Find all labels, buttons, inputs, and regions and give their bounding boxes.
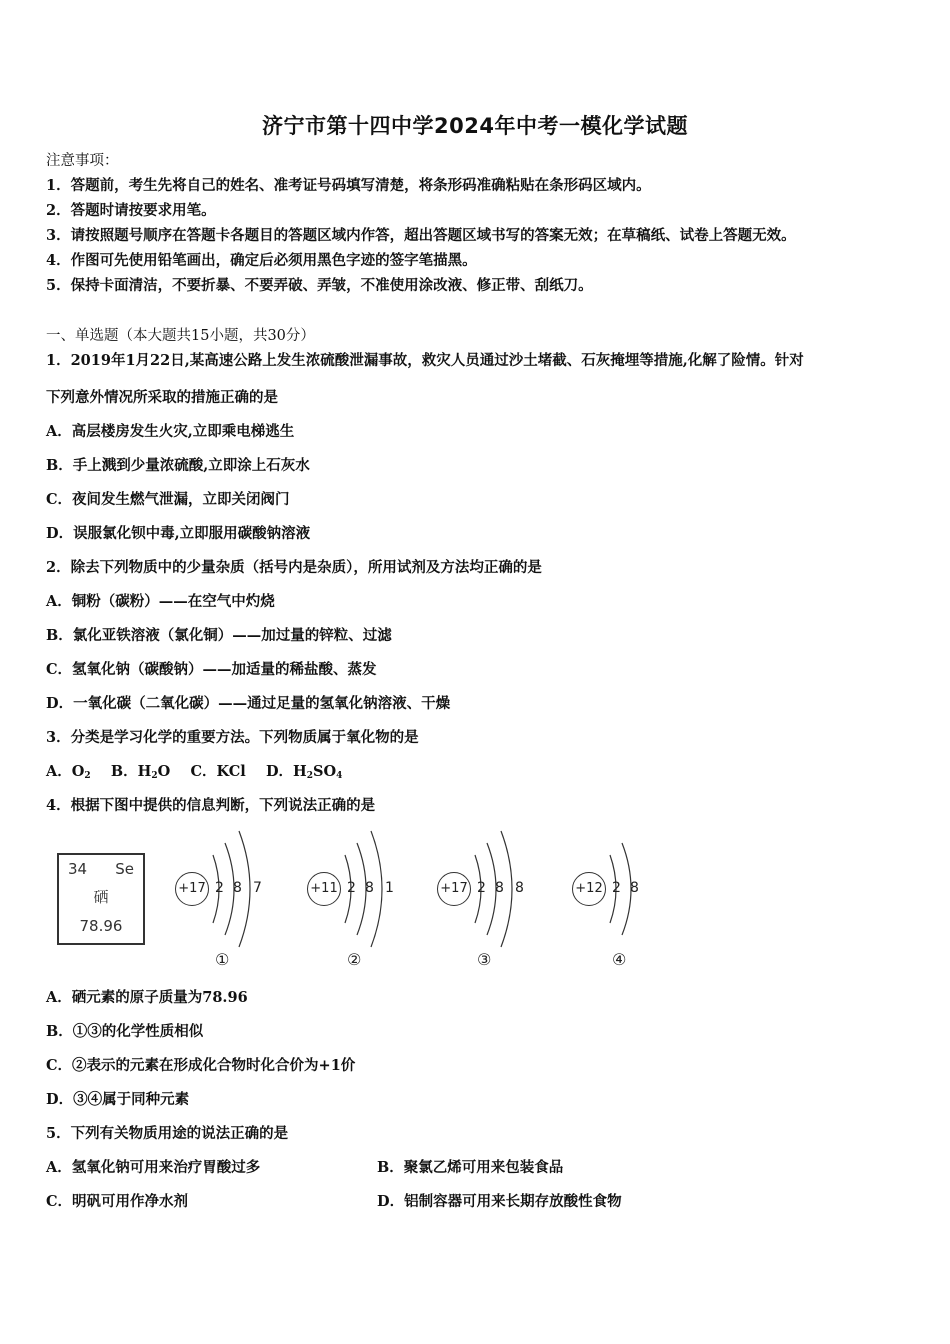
q4-option-c: C．②表示的元素在形成化合物时化合价为+1价 [46, 1057, 356, 1074]
q3-option-c: C．KCl [190, 763, 246, 780]
element-atomic-number: 34 [68, 860, 88, 878]
element-atomic-mass: 78.96 [79, 917, 123, 935]
atom-diagram-1 [163, 825, 273, 975]
notice-heading: 注意事项： [46, 153, 119, 169]
nucleus: +17 [437, 872, 471, 906]
shell-1-electrons: 2 [612, 880, 621, 896]
q2-option-d: D．一氧化碳（二氧化碳）——通过足量的氢氧化钠溶液、干燥 [46, 695, 451, 712]
q3-stem: 3．分类是学习化学的重要方法。下列物质属于氧化物的是 [46, 729, 419, 746]
shell-1-electrons: 2 [215, 880, 224, 896]
nucleus: +11 [307, 872, 341, 906]
q4-option-b: B．①③的化学性质相似 [46, 1023, 204, 1040]
q1-option-b: B．手上溅到少量浓硫酸,立即涂上石灰水 [46, 457, 310, 474]
notice-item-5: 5．保持卡面清洁，不要折暴、不要弄破、弄皱，不准使用涂改液、修正带、刮纸刀。 [46, 277, 593, 294]
element-symbol: Se [115, 860, 134, 878]
q1-stem-line1: 1．2019年1月22日,某高速公路上发生浓硫酸泄漏事故，救灾人员通过沙土堵截、石灰掩埋等措施,化解了险情。针对 [46, 352, 804, 369]
q4-figure [55, 825, 655, 975]
atom-diagram-4 [560, 825, 670, 975]
diagram-label: ① [215, 950, 230, 969]
shell-3-electrons: 8 [515, 880, 524, 896]
page-title: 济宁市第十四中学2024年中考一模化学试题 [262, 114, 688, 138]
q3-options [46, 762, 342, 786]
q2-option-b: B．氯化亚铁溶液（氯化铜）——加过量的锌粒、过滤 [46, 627, 392, 644]
element-name: 硒 [93, 888, 109, 906]
shell-3-electrons: 1 [385, 880, 394, 896]
q4-stem: 4．根据下图中提供的信息判断，下列说法正确的是 [46, 797, 376, 814]
q5-option-b: B．聚氯乙烯可用来包装食品 [377, 1159, 564, 1176]
notice-item-3: 3．请按照题号顺序在答题卡各题目的答题区域内作答，超出答题区域书写的答案无效；在草稿纸、试卷上答题无效。 [46, 227, 796, 244]
shell-1-electrons: 2 [477, 880, 486, 896]
shell-2-electrons: 8 [233, 880, 242, 896]
nucleus: +17 [175, 872, 209, 906]
shell-2-electrons: 8 [365, 880, 374, 896]
shell-1-electrons: 2 [347, 880, 356, 896]
q2-option-c: C．氢氧化钠（碳酸钠）——加适量的稀盐酸、蒸发 [46, 661, 377, 678]
section-heading: 一、单选题（本大题共15小题，共30分） [46, 328, 315, 344]
q5-option-a: A．氢氧化钠可用来治疗胃酸过多 [46, 1159, 261, 1176]
q5-option-d: D．铝制容器可用来长期存放酸性食物 [377, 1193, 622, 1210]
q3-option-d: D．$H_2SO_4$ [265, 763, 343, 781]
q2-option-a: A．铜粉（碳粉）——在空气中灼烧 [46, 593, 275, 610]
element-card-selenium [57, 853, 145, 945]
shell-2-electrons: 8 [495, 880, 504, 896]
nucleus: +12 [572, 872, 606, 906]
diagram-label: ③ [477, 950, 492, 969]
q3-option-a: A．$O_2$ [46, 763, 91, 781]
q2-stem: 2．除去下列物质中的少量杂质（括号内是杂质），所用试剂及方法均正确的是 [46, 559, 542, 576]
notice-item-4: 4．作图可先使用铅笔画出，确定后必须用黑色字迹的签字笔描黑。 [46, 252, 477, 269]
notice-item-1: 1．答题前，考生先将自己的姓名、准考证号码填写清楚，将条形码准确粘贴在条形码区域内。 [46, 177, 651, 194]
q4-option-a: A．硒元素的原子质量为78.96 [46, 989, 248, 1006]
q1-option-d: D．误服氯化钡中毒,立即服用碳酸钠溶液 [46, 525, 311, 542]
shell-3-electrons: 7 [253, 880, 262, 896]
q4-option-d: D．③④属于同种元素 [46, 1091, 190, 1108]
q1-stem-line2: 下列意外情况所采取的措施正确的是 [46, 389, 278, 406]
q5-option-c: C．明矾可用作净水剂 [46, 1193, 189, 1210]
q5-stem: 5．下列有关物质用途的说法正确的是 [46, 1125, 289, 1142]
diagram-label: ④ [612, 950, 627, 969]
shell-2-electrons: 8 [630, 880, 639, 896]
diagram-label: ② [347, 950, 362, 969]
atom-diagram-2 [295, 825, 405, 975]
q3-option-b: B．$H_2O$ [110, 763, 171, 781]
q1-option-c: C．夜间发生燃气泄漏，立即关闭阀门 [46, 491, 290, 508]
notice-item-2: 2．答题时请按要求用笔。 [46, 202, 216, 219]
atom-diagram-3 [425, 825, 535, 975]
q1-option-a: A．高层楼房发生火灾,立即乘电梯逃生 [46, 423, 295, 440]
